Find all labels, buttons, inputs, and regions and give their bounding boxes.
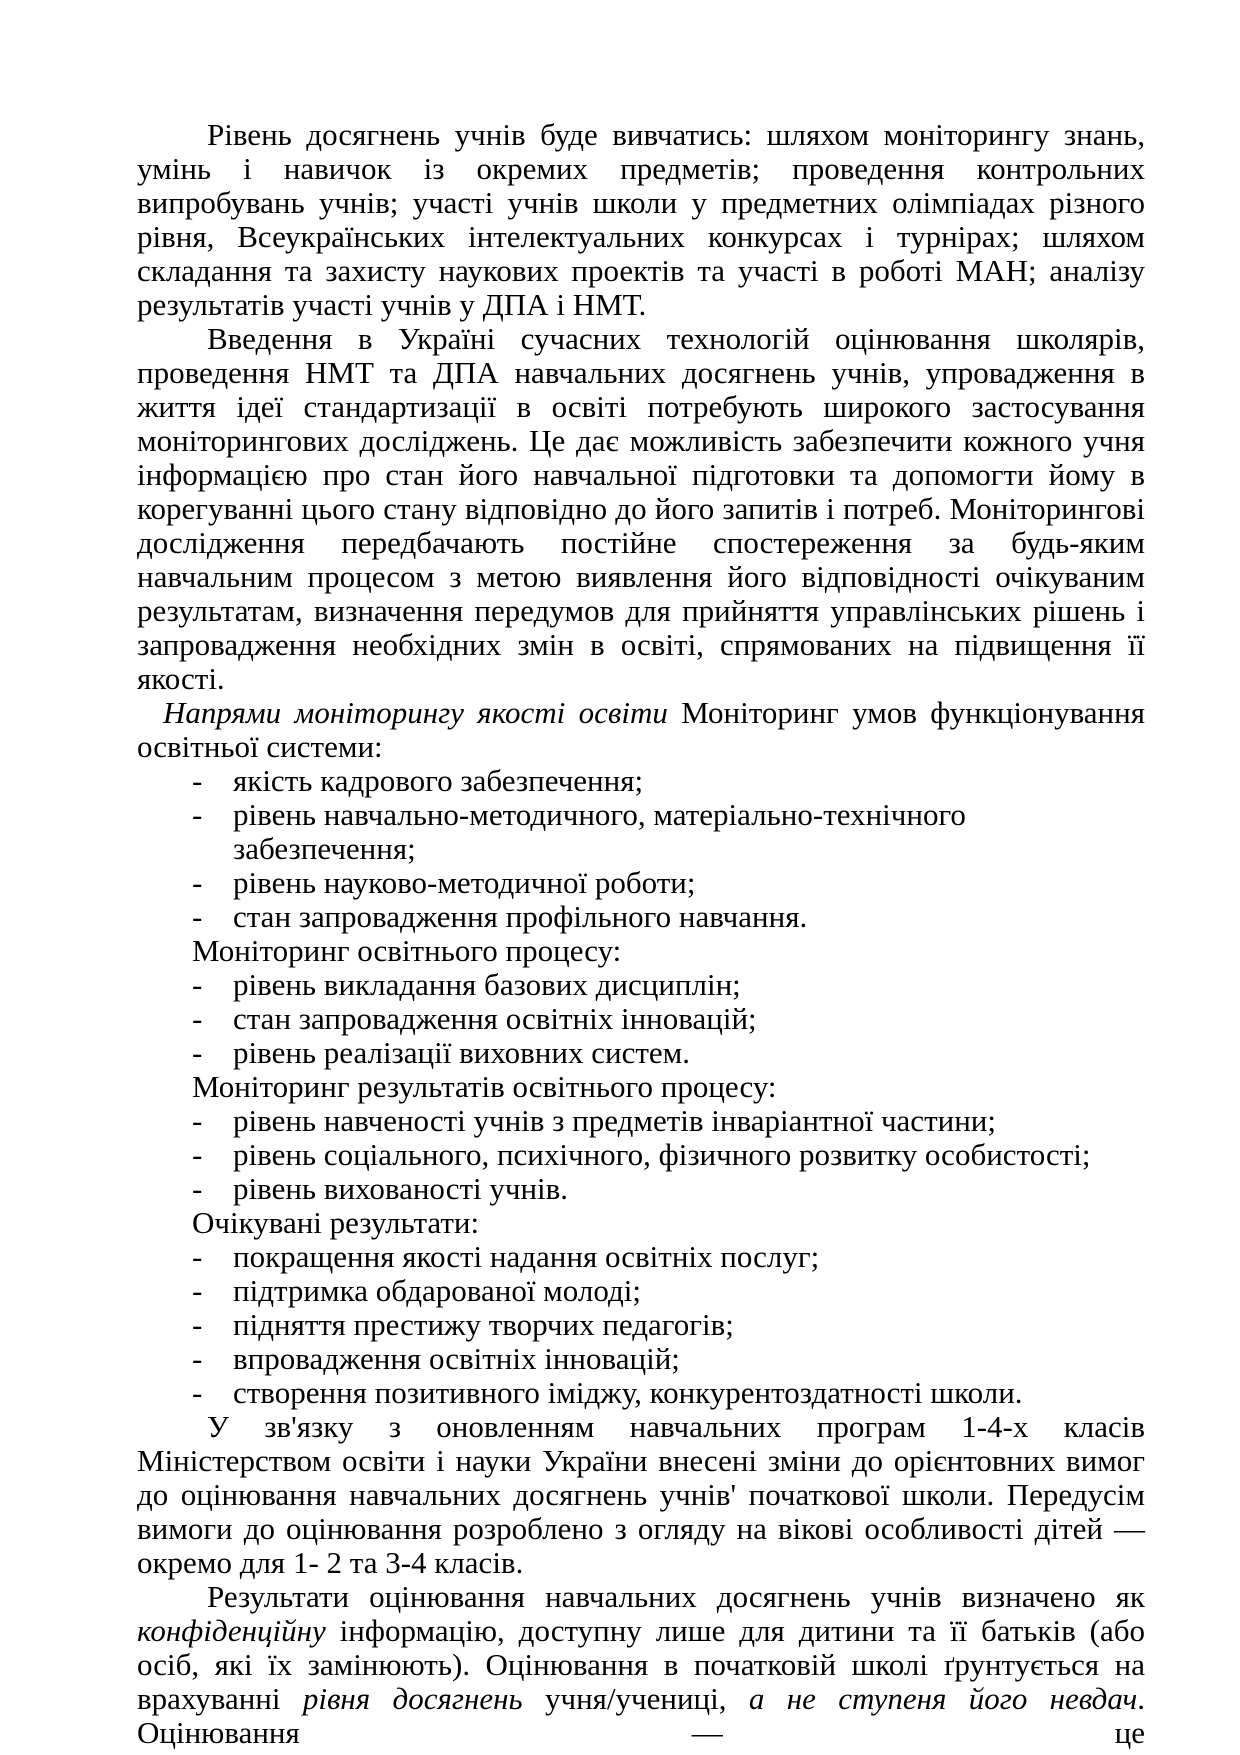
subhead-expected-results: Очікувані результати: [192, 1205, 480, 1240]
list-item-text: рівень реалізації виховних систем. [233, 1035, 691, 1070]
list-item [137, 1342, 1145, 1376]
list-item [137, 968, 1145, 1002]
list-item-text: створення позитивного іміджу, конкурентоздатності школи. [233, 1375, 1023, 1410]
list-dash-marker: - [192, 763, 203, 798]
list-item [137, 900, 1145, 934]
paragraph-achievement-study: Рівень досягнень учнів буде вивчатись: шляхом моніторингу знань, умінь і навичок із окремих предметів; проведення контрольних випробувань учнів; участі учнів школи у предметних олімпіадах різного рівня, Всеукраїнських інтелектуальних конкурсах і турнірах; шляхом складання та захисту наукових проектів та участі в роботі МАН; аналізу результатів участі учнів у ДПА і НМТ. [137, 117, 1145, 322]
list-item [137, 1274, 1145, 1308]
list-item [137, 1002, 1145, 1036]
paragraph-assessment-results [137, 1580, 1145, 1750]
list-item [137, 1036, 1145, 1070]
list-item-text: рівень науково-методичної роботи; [233, 865, 696, 900]
list-item-text: рівень навчально-методичного, матеріально-технічного забезпечення; [233, 797, 966, 866]
text-run: інформацію, доступну лише для дитини та її батьків (або осіб, які їх замінюють). Оцінювання в початковій школі ґрунтується на врахуванні [137, 1613, 1145, 1716]
list-dash-marker: - [192, 1341, 203, 1376]
list-dash-marker: - [192, 1307, 203, 1342]
paragraph-monitoring-introduction: Введення в Україні сучасних технологій оцінювання школярів, проведення НМТ та ДПА навчальних досягнень учнів, упровадження в життя ідеї стандартизації в освіті потребують широкого застосування моніторингових досліджень. Це дає можливість забезпечити кожного учня інформацією про стан його навчальної підготовки та допомогти йому в корегуванні цього стану відповідно до його запитів і потреб. Моніторингові дослідження передбачають постійне спостереження за будь-яким навчальним процесом з метою виявлення його відповідності очікуваним результатам, визначення передумов для прийняття управлінських рішень і запровадження необхідних змін в освіті, спрямованих на підвищення її якості. [137, 321, 1145, 696]
document-text-block [137, 118, 1145, 1750]
list-dash-marker: - [192, 797, 203, 832]
text-run-conditions-monitoring: Моніторинг умов функціонування освітньої системи: [137, 695, 1145, 764]
list-item [137, 1104, 1145, 1138]
list-item [137, 764, 1145, 798]
italic-run-not-failures: а не ступеня його невдач [748, 1681, 1138, 1716]
list-item [137, 798, 1145, 866]
list-item-text: рівень викладання базових дисциплін; [233, 967, 741, 1002]
list-dash-marker: - [192, 967, 203, 1002]
list-item [137, 1240, 1145, 1274]
list-item [137, 866, 1145, 900]
list-dash-marker: - [192, 1375, 203, 1410]
list-item [137, 1172, 1145, 1206]
list-dash-marker: - [192, 1273, 203, 1308]
list-dash-marker: - [192, 899, 203, 934]
italic-run-directions-title: Напрями моніторингу якості освіти [163, 695, 668, 730]
text-run: Результати оцінювання навчальних досягнень учнів визначено як [207, 1579, 1145, 1614]
text-run: учня/учениці, [522, 1681, 749, 1716]
paragraph-monitoring-directions [137, 696, 1145, 764]
list-item-text: стан запровадження профільного навчання. [233, 899, 808, 934]
subhead-results-monitoring: Моніторинг результатів освітнього процесу: [192, 1069, 777, 1104]
text-run: . Оцінювання — це [137, 1681, 1145, 1750]
list-dash-marker: - [192, 1171, 203, 1206]
list-item-text: рівень соціального, психічного, фізичного розвитку особистості; [233, 1137, 1091, 1172]
list-dash-marker: - [192, 1137, 203, 1172]
list-item-text: підтримка обдарованої молоді; [233, 1273, 641, 1308]
list-item-text: впровадження освітніх інновацій; [233, 1341, 680, 1376]
list-dash-marker: - [192, 1103, 203, 1138]
list-item [137, 1138, 1145, 1172]
italic-run-achievement-level: рівня досягнень [302, 1681, 523, 1716]
list-dash-marker: - [192, 1001, 203, 1036]
list-item-text: якість кадрового забезпечення; [233, 763, 644, 798]
list-item-text: рівень навченості учнів з предметів інваріантної частини; [233, 1103, 996, 1138]
list-dash-marker: - [192, 865, 203, 900]
list-item [137, 1376, 1145, 1410]
italic-run-confidential: конфіденційну [137, 1613, 326, 1648]
paragraph-program-update: У зв'язку з оновленням навчальних програм 1-4-х класів Міністерством освіти і науки України внесені зміни до орієнтовних вимог до оцінювання навчальних досягнень учнів' початкової школи. Передусім вимоги до оцінювання розроблено з огляду на вікові особливості дітей — окремо для 1- 2 та 3-4 класів. [137, 1409, 1145, 1580]
subhead-educational-process-monitoring: Моніторинг освітнього процесу: [192, 933, 622, 968]
list-item-text: стан запровадження освітніх інновацій; [233, 1001, 757, 1036]
list-item-text: рівень вихованості учнів. [233, 1171, 569, 1206]
list-dash-marker: - [192, 1035, 203, 1070]
list-item [137, 1308, 1145, 1342]
list-item-text: підняття престижу творчих педагогів; [233, 1307, 734, 1342]
list-dash-marker: - [192, 1239, 203, 1274]
list-item-text: покращення якості надання освітніх послуг; [233, 1239, 820, 1274]
